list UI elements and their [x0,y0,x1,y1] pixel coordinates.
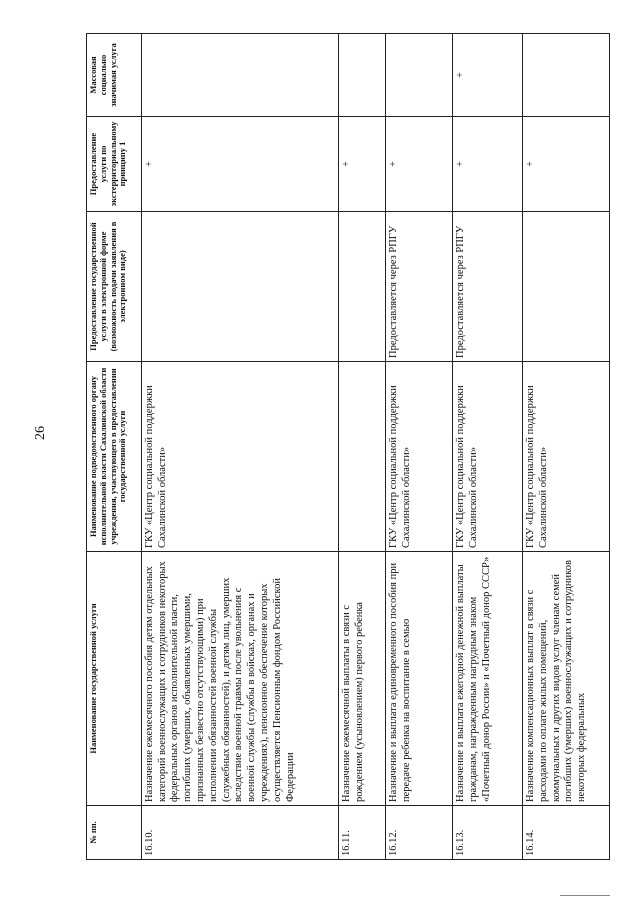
row-mass [141,34,338,117]
header-electronic: Предоставление государственной услуги в электронной форме (возможность подачи заявления в электронном виде) [87,212,142,362]
divider [560,895,610,896]
page-number: 26 [33,426,48,440]
row-mass [338,34,385,117]
row-electronic: Предоставляется через РПГУ [386,212,453,362]
row-mass [386,34,453,117]
rotated-table-wrapper [86,34,610,860]
row-service: Назначение ежемесячной выплаты в связи с рождением (усыновлением) первого ребенка [338,552,385,806]
row-num: 16.13. [453,806,523,860]
row-agency: ГКУ «Центр социальной поддержки Сахалинской области» [386,362,453,552]
row-num: 16.14. [522,806,609,860]
row-electronic [141,212,338,362]
header-row [87,34,142,860]
table-row [386,34,453,860]
table-row [453,34,523,860]
row-service: Назначение и выплата ежегодной денежной выплаты гражданам, награжденным нагрудным знаком «Почетный донор России» и «Почетный донор СССР» [453,552,523,806]
header-num: № пп. [87,806,142,860]
row-electronic [522,212,609,362]
services-table [86,33,610,860]
row-extraterritorial: + [522,117,609,212]
row-service: Назначение ежемесячного пособия детям отдельных категорий военнослужащих и сотрудников некоторых федеральных органов исполнительной власти, погибших (умерших, объявленных умершими, признанных безвестно отсутствующими) при исполнении обязанностей военной службы (служебных обязанностей), и детям лиц, умерших вследствие военной травмы после увольнения с военной службы (службы в войсках, органах и учреждениях), пенсионное обеспечение которых осуществляется Пенсионным фондом Российской Федерации [141,552,338,806]
row-extraterritorial: + [386,117,453,212]
header-service: Наименование государственной услуги [87,552,142,806]
header-agency: Наименование подведомственного органу исполнительной власти Сахалинской области учреждения, участвующего в предоставлении государственной услуги [87,362,142,552]
row-agency [338,362,385,552]
row-service: Назначение и выплата единовременного пособия при передаче ребенка на воспитание в семью [386,552,453,806]
header-extraterritorial: Предоставление услуги по экстерриториальному принципу 1 [87,117,142,212]
row-extraterritorial: + [338,117,385,212]
table-row [141,34,338,860]
row-agency: ГКУ «Центр социальной поддержки Сахалинской области» [453,362,523,552]
row-extraterritorial: + [141,117,338,212]
row-extraterritorial: + [453,117,523,212]
row-num: 16.12. [386,806,453,860]
row-agency: ГКУ «Центр социальной поддержки Сахалинской области» [141,362,338,552]
table-row [338,34,385,860]
row-mass [522,34,609,117]
row-service: Назначение компенсационных выплат в связи с расходами по оплате жилых помещений, коммунальных и других видов услуг членам семей погибших (умерших) военнослужащих и сотрудников некоторых федеральных [522,552,609,806]
row-mass: + [453,34,523,117]
row-num: 16.10. [141,806,338,860]
table-row [522,34,609,860]
row-agency: ГКУ «Центр социальной поддержки Сахалинской области» [522,362,609,552]
row-electronic [338,212,385,362]
row-num: 16.11. [338,806,385,860]
row-electronic: Предоставляется через РПГУ [453,212,523,362]
header-mass: Массовая социально значимая услуга [87,34,142,117]
